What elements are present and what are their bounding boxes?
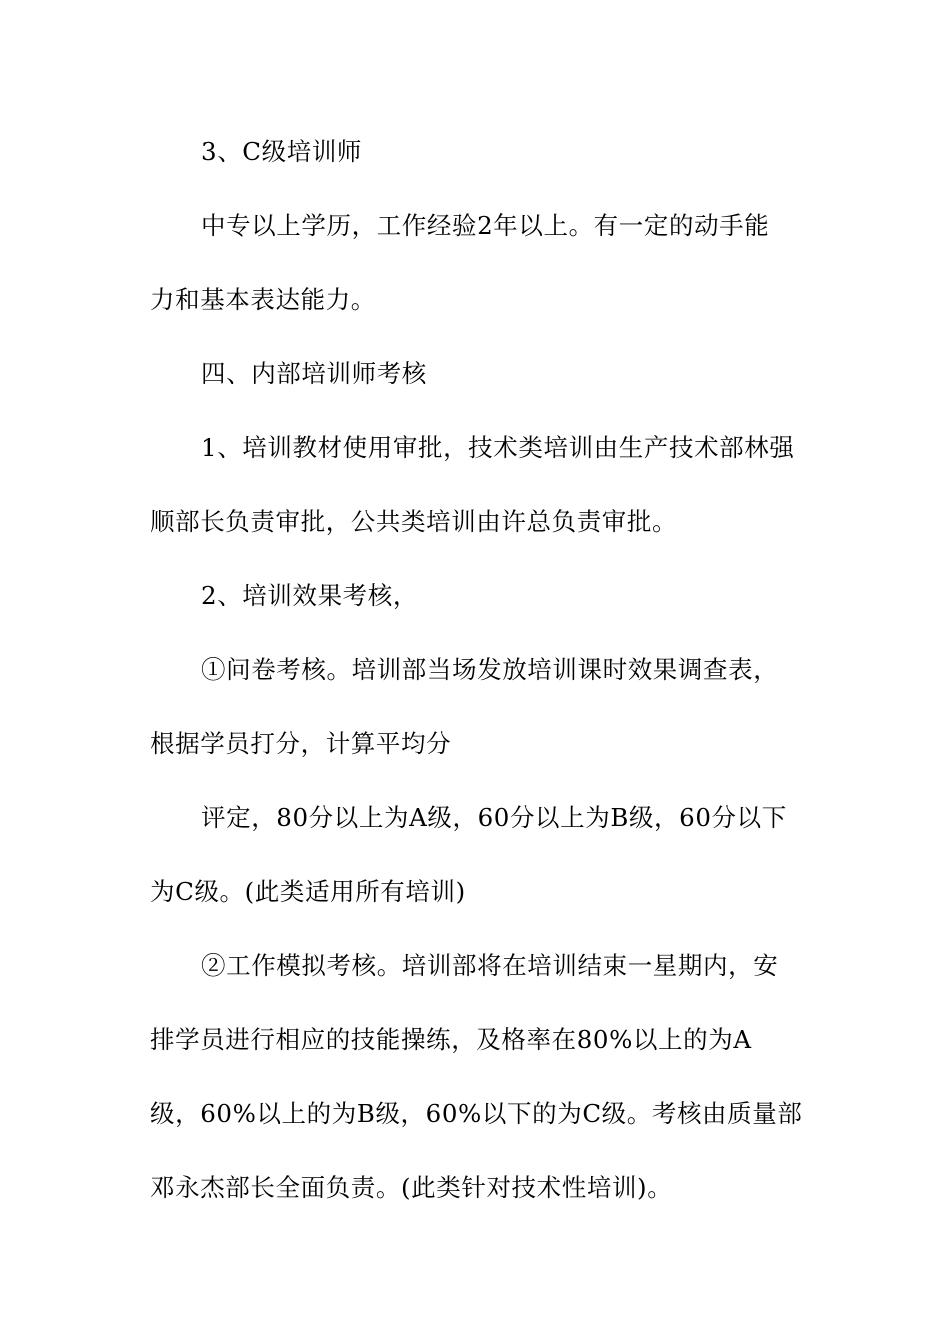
subheading-training-effect: 2、培训效果考核， (201, 581, 418, 610)
paragraph-line: 根据学员打分，计算平均分 (150, 729, 452, 758)
paragraph-line: 评定，80分以上为A级，60分以上为B级，60分以下 (201, 803, 787, 832)
paragraph-line: 顺部长负责审批，公共类培训由许总负责审批。 (150, 507, 678, 536)
heading-c-level-trainer: 3、C级培训师 (201, 137, 363, 166)
paragraph-line: 排学员进行相应的技能操练，及格率在80%以上的为A (150, 1025, 752, 1054)
paragraph-line: 1、培训教材使用审批，技术类培训由生产技术部林强 (201, 433, 795, 462)
paragraph-line: 为C级。(此类适用所有培训) (150, 877, 466, 906)
paragraph-line: 级，60%以上的为B级，60%以下的为C级。考核由质量部 (150, 1099, 803, 1128)
paragraph-line: ②工作模拟考核。培训部将在培训结束一星期内，安 (201, 951, 779, 980)
paragraph-line: 邓永杰部长全面负责。(此类针对技术性培训)。 (150, 1173, 673, 1202)
section-heading-trainer-assessment: 四、内部培训师考核 (201, 359, 427, 388)
paragraph-line: 力和基本表达能力。 (150, 285, 376, 314)
paragraph-line: ①问卷考核。培训部当场发放培训课时效果调查表， (201, 655, 779, 684)
paragraph-line: 中专以上学历，工作经验2年以上。有一定的动手能 (201, 211, 770, 240)
